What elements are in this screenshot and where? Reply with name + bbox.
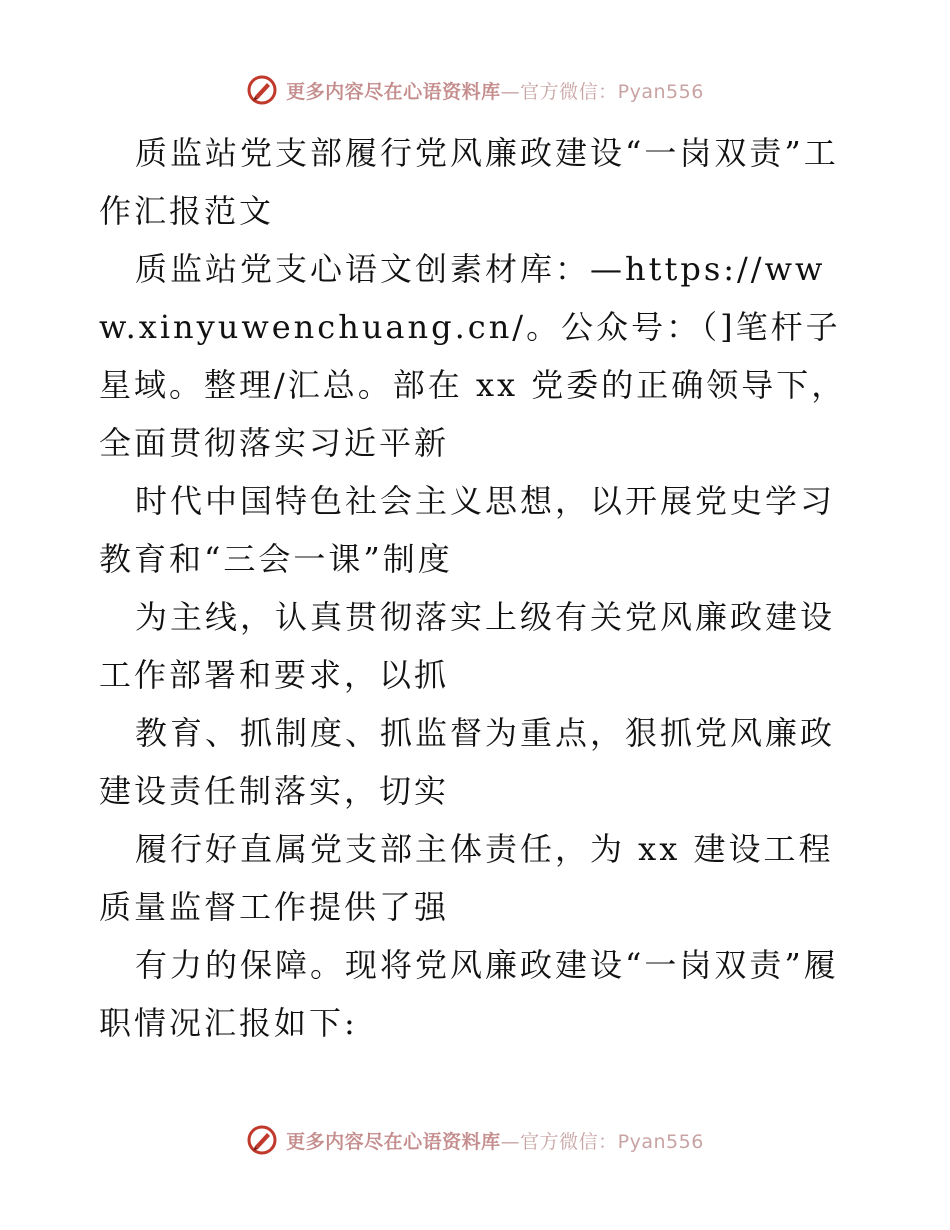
document-title: 质监站党支部履行党风廉政建设“一岗双责”工作汇报范文 xyxy=(99,134,839,230)
watermark-text: 更多内容尽在心语资料库—官方微信：Pyan556 xyxy=(286,1130,704,1153)
paragraph: 为主线，认真贯彻落实上级有关党风廉政建设工作部署和要求，以抓 xyxy=(99,598,836,694)
paragraph: 有力的保障。现将党风廉政建设“一岗双责”履职情况汇报如下: xyxy=(99,946,839,1042)
watermark-text: 更多内容尽在心语资料库—官方微信：Pyan556 xyxy=(286,80,704,103)
header-watermark xyxy=(0,70,950,110)
paragraph: 教育、抓制度、抓监督为重点，狠抓党风廉政建设责任制落实，切实 xyxy=(99,714,836,810)
pen-logo-icon xyxy=(246,74,278,106)
paragraph: 时代中国特色社会主义思想，以开展党史学习教育和“三会一课”制度 xyxy=(99,482,836,578)
pen-logo-icon xyxy=(246,1124,278,1156)
footer-watermark xyxy=(0,1120,950,1160)
document-body xyxy=(99,124,859,1052)
paragraph: 质监站党支心语文创素材库：—https://www.xinyuwenchuang.cn/。公众号：（]笔杆子星域。整理/汇总。部在 xx 党委的正确领导下，全面贯彻落实习近平新 xyxy=(99,250,847,462)
paragraph: 履行好直属党支部主体责任，为 xx 建设工程质量监督工作提供了强 xyxy=(99,830,834,926)
